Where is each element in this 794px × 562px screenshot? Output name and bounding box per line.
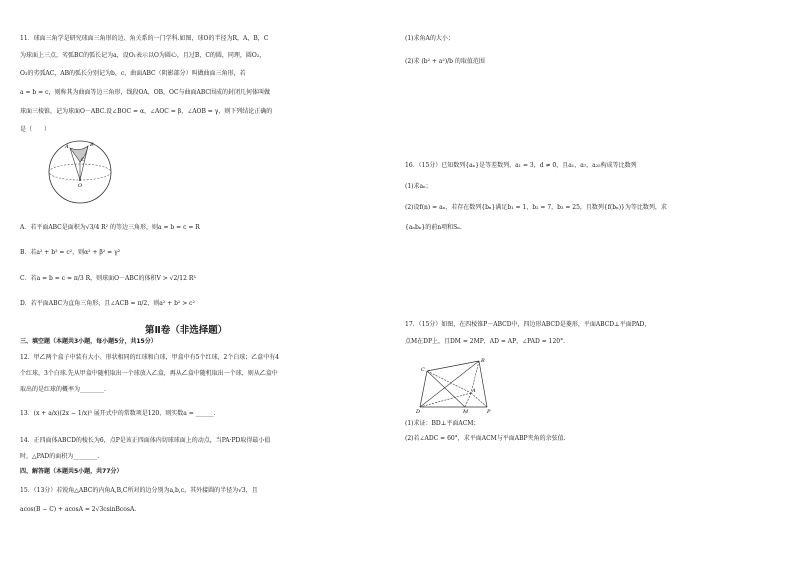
q12-line-2: 个红球，3个白球.先从甲盒中随机取出一个球放入乙盒，再从乙盒中随机取出一个球，则从乙盒中 <box>20 370 278 377</box>
label-b: B <box>90 142 94 148</box>
section4-heading: 四、解答题（本题共5小题，共77分） <box>20 468 123 475</box>
edge-ca <box>427 371 471 393</box>
right-column <box>397 0 794 562</box>
q11-option-c: C．若a = b = c = π/3 R，则球面O－ABC的体积V > √2/12 R³ <box>20 275 196 282</box>
q11-line-6: 是（ ） <box>20 126 51 133</box>
q15-part-1: (1)求角A的大小； <box>405 35 454 42</box>
q14-line-2: 时，△PAD的面积为________. <box>20 453 100 460</box>
q11-line-2: 为球面上三点，劣弧BC的弧长记为a，设O₁表示以O为圆心，且过B，C的圆，同理，圆O₂， <box>20 52 266 59</box>
pyramid-figure <box>415 355 510 417</box>
label-b: B <box>481 358 485 364</box>
q12-line-3: 取出的是红球的概率为________. <box>20 386 106 393</box>
label-c: C <box>81 157 85 163</box>
edge-am <box>465 393 471 407</box>
q15-line-1: 15．（13分）若锐角△ABC的内角A,B,C所对的边分别为a,b,c，其外接圆的半径为√3，且 <box>20 487 258 494</box>
q17-part-2: (2)若∠ADC = 60°，求平面ACM与平面ABP夹角的余弦值. <box>405 435 566 442</box>
label-m: M <box>463 409 469 415</box>
q11-line-1: 11．球面三角学是研究球面三角形的边、角关系的一门学科.如图，球O的半径为R，A，B，C <box>20 35 269 42</box>
sphere-figure <box>40 140 120 208</box>
q16-line-2: (1)求aₙ； <box>405 183 432 190</box>
q11-line-5: 球面三棱锥，记为球面O－ABC.设∠BOC = α，∠AOC = β，∠AOB = γ，则下列结论正确的 <box>20 108 273 115</box>
q11-line-3: O₃的劣弧AC，AB的弧长分别记为b，c，曲面ABC（阴影部分）叫做曲面三角形，若 <box>20 70 246 77</box>
q11-option-b: B．若a² + b² = c²，则α² + β² = γ² <box>20 249 121 256</box>
q16-line-4: {aₙbₙ}的前n项和Sₙ. <box>405 224 462 231</box>
q12-line-1: 12．甲乙两个盒子中装有大小、形状相同的红球和白球，甲盒中有5个红球，2个白球；乙盒中有4 <box>20 354 280 361</box>
q17-line-1: 17．（15分）如图，在四棱锥P－ABCD中，四边形ABCD是菱形，平面ABCD⊥平面PAD， <box>405 321 651 328</box>
label-a: A <box>472 388 476 394</box>
edge-bd <box>420 361 479 407</box>
edge-cb <box>427 361 479 371</box>
q11-option-d: D．若平面ABC为直角三角形，且∠ACB = π/2，则a² + b² > c² <box>20 300 195 307</box>
q15-part-2: (2)求 (b² + a²)/b 的取值范围 <box>405 58 485 65</box>
q16-line-1: 16．（15分）已知数列{aₙ}是等差数列，a₁ = 3，d ≠ 0，且a₁，a₇，a₂₅构成等比数列 <box>405 162 637 169</box>
q17-part-1: (1)求证：BD⊥平面ACM； <box>405 420 480 427</box>
q15-line-2: acos(B − C) + acosA = 2√3csinBcosA. <box>20 506 137 513</box>
q14-line-1: 14．正四面体ABCD的棱长为6，点P是该正四面体内切球球面上的动点，当PA·PD取得最小值 <box>20 437 271 444</box>
q13: 13．(x + a/x)(2x − 1/x)⁵ 展开式中的常数项是120，则实数a = ______. <box>20 410 216 417</box>
q16-line-3: (2)设f(n) = aₙ，若存在数列{bₙ}满足b₁ = 1，b₂ = 7，b₃ = 25，且数列{f(bₙ)}为等比数列，求 <box>405 204 667 211</box>
label-o: O <box>78 183 83 189</box>
edge-cd <box>420 371 427 407</box>
q17-line-2: 点M在DP上，且DM = 2MP，AD = AP，∠PAD = 120°. <box>405 338 565 345</box>
label-c: C <box>421 367 425 373</box>
q11-line-4: a = b = c，则称其为曲面等边三角形，线段OA，OB，OC与曲面ABC围成的封闭几何体叫做 <box>20 89 270 96</box>
edge-ad <box>420 393 471 407</box>
center-point-o <box>79 179 81 181</box>
label-p: P <box>487 409 491 415</box>
label-d: D <box>416 409 421 415</box>
q11-option-a: A．若平面ABC是面积为√3/4 R² 的等边三角形，则a = b = c = R <box>20 224 200 231</box>
curved-triangle-abc <box>70 146 88 162</box>
section3-heading: 三、填空题（本题共3小题，每小题5分，共15分） <box>20 338 157 345</box>
edge-bp <box>479 361 487 407</box>
label-a: A <box>65 144 69 150</box>
part2-title: 第Ⅱ卷（非选择题） <box>145 325 228 336</box>
